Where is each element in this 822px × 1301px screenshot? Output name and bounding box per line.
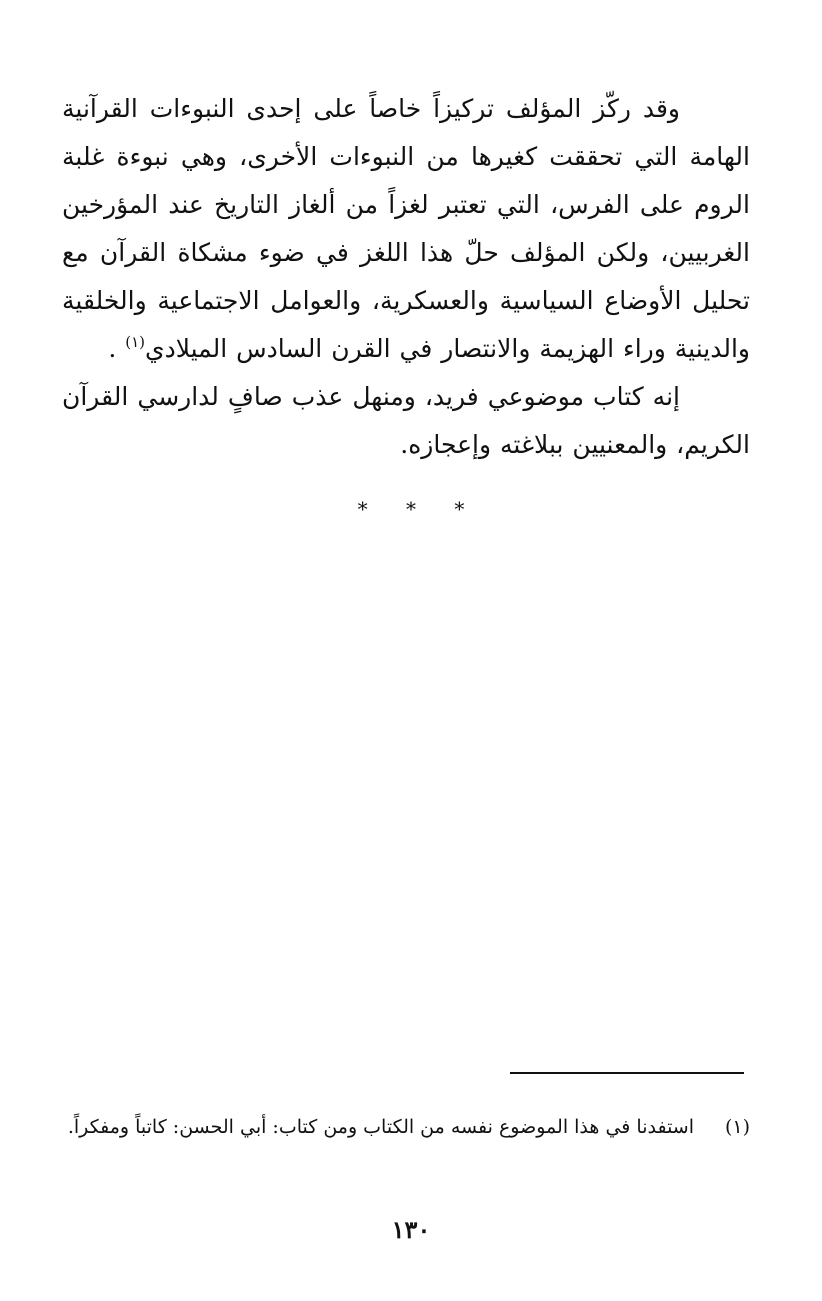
footnote-divider — [510, 1072, 744, 1074]
page-number: ١٣٠ — [391, 1215, 431, 1244]
separator-star: * — [406, 497, 416, 521]
footnote-number: (١) — [724, 1116, 750, 1138]
paragraph-1-end: . — [108, 334, 126, 363]
footnote-reference: (١) — [125, 333, 145, 351]
paragraph-1-text: وقد ركّز المؤلف تركيزاً خاصاً على إحدى النبوءات القرآنية الهامة التي تحققت كغيرها من النبوءات الأخرى، وهي نبوءة غلبة الروم على الفرس، التي تعتبر لغزاً من ألغاز التاريخ عند المؤرخين الغربيين، ولكن المؤلف حلّ هذا اللغز في ضوء مشكاة القرآن مع تحليل الأوضاع السياسية والعسكرية، والعوامل الاجتماعية والخلقية والدينية وراء الهزيمة والانتصار في القرن السادس الميلادي — [62, 94, 750, 363]
separator-star: * — [454, 497, 465, 521]
paragraph-1 — [62, 85, 750, 376]
separator-star: * — [357, 497, 368, 521]
paragraph-2: إنه كتاب موضوعي فريد، ومنهل عذب صافٍ لدارسي القرآن الكريم، والمعنيين ببلاغته وإعجازه. — [62, 382, 750, 459]
footnote-text: استفدنا في هذا الموضوع نفسه من الكتاب ومن كتاب: أبي الحسن: كاتباً ومفكراً. — [67, 1116, 694, 1138]
section-separator — [0, 497, 822, 521]
